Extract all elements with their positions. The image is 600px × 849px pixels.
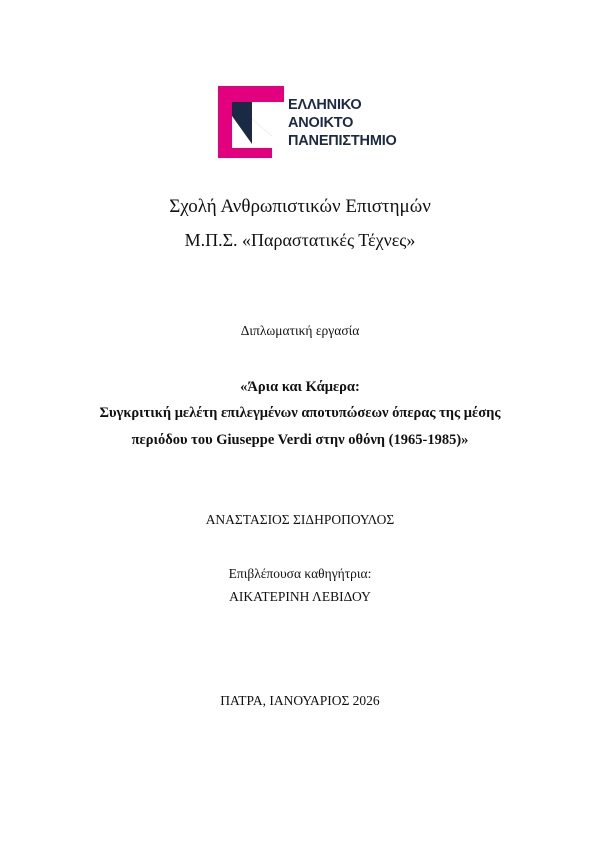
thesis-title-line2: Συγκριτική μελέτη επιλεγμένων αποτυπώσεων όπερας της μέσης — [99, 405, 501, 421]
logo-text-line3: ΠΑΝΕΠΙΣΤΗΜΙΟ — [288, 133, 397, 149]
thesis-title-line3: περιόδου του Giuseppe Verdi στην οθόνη (1965-1985)» — [131, 432, 469, 448]
logo-text-line1: ΕΛΛΗΝΙΚΟ — [288, 97, 362, 113]
logo-emblem-icon — [216, 86, 286, 158]
program-name: Μ.Π.Σ. «Παραστατικές Τέχνες» — [184, 230, 416, 250]
author-name: ΑΝΑΣΤΑΣΙΟΣ ΣΙΔΗΡΟΠΟΥΛΟΣ — [205, 512, 395, 527]
supervisor-name: ΑΙΚΑΤΕΡΙΝΗ ΛΕΒΙΔΟΥ — [229, 589, 371, 604]
supervisor-label: Επιβλέπουσα καθηγήτρια: — [228, 566, 372, 581]
university-logo — [216, 86, 406, 158]
place-date: ΠΑΤΡΑ, ΙΑΝΟΥΑΡΙΟΣ 2026 — [220, 693, 380, 708]
logo-wordmark — [288, 96, 397, 150]
logo-text-line2: ΑΝΟΙΚΤΟ — [288, 115, 354, 131]
document-type: Διπλωματική εργασία — [240, 323, 360, 338]
school-name: Σχολή Ανθρωπιστικών Επιστημών — [169, 196, 431, 217]
thesis-title-line1: «Άρια και Κάμερα: — [240, 379, 360, 395]
